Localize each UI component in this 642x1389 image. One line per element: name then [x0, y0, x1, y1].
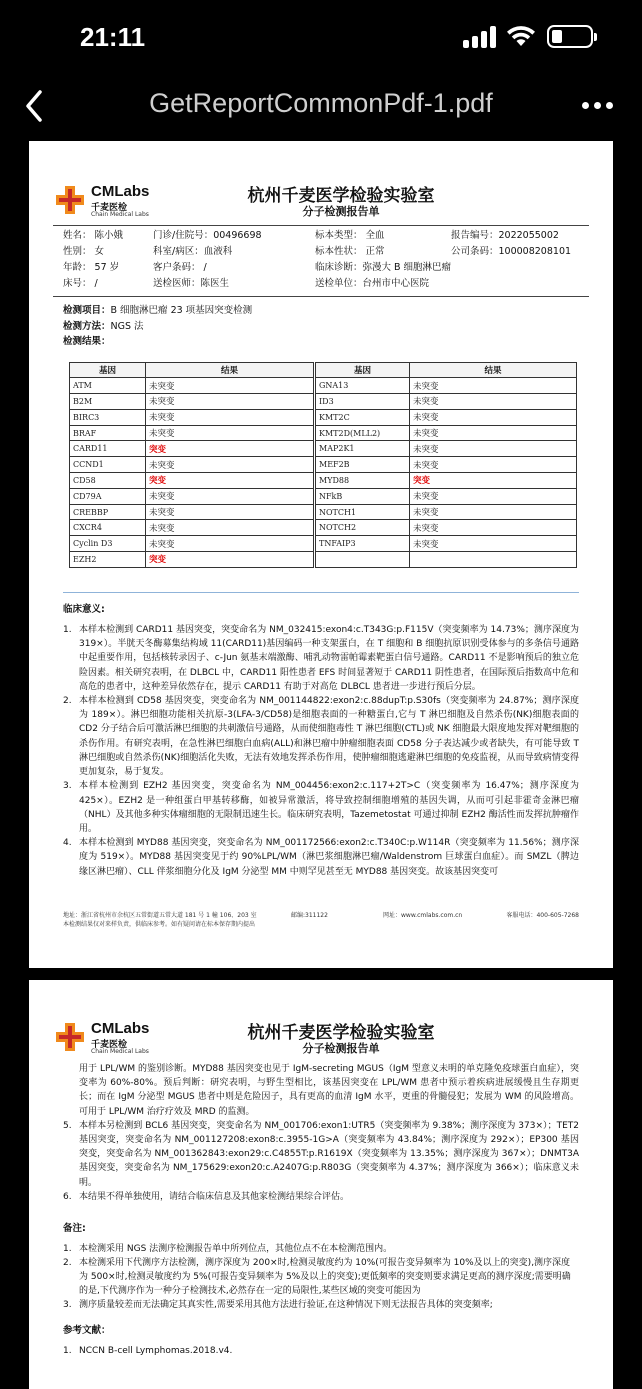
method-label: 检测方法：	[63, 320, 111, 332]
gene-name: TNFAIP3	[316, 536, 410, 552]
table-row	[70, 552, 577, 568]
gene-name: CARD11	[70, 441, 146, 457]
gene-name: CD58	[70, 473, 146, 489]
note-item-number: 1.	[63, 1244, 72, 1255]
logo-brand-2: CMLabs	[91, 1020, 150, 1037]
note-item-text: 本检测采用 NGS 法测序检测报告单中所列位点，其他位点不在本检测范围内。	[79, 1244, 393, 1255]
gene-result: 未突变	[146, 394, 314, 410]
gene-result: 未突变	[146, 504, 314, 520]
table-row	[70, 457, 577, 473]
clinical-significance	[63, 603, 579, 879]
logo-brand: CMLabs	[91, 183, 150, 200]
gene-name: CXCR4	[70, 520, 146, 536]
gene-name: ATM	[70, 378, 146, 394]
more-options-icon[interactable]	[578, 102, 618, 112]
refs-section	[63, 1324, 579, 1358]
report-title-2: 分子检测报告单	[302, 1042, 380, 1055]
gene-name: CREBBP	[70, 504, 146, 520]
lab-name-2: 杭州千麦医学检验实验室	[247, 1023, 435, 1043]
clinical-list-2	[63, 1062, 579, 1119]
note-item-number: 3.	[63, 1300, 72, 1311]
gene-name: ID3	[316, 394, 410, 410]
footer-hotline: 客服电话：400-605-7268	[506, 912, 579, 919]
ref-item-text: NCCN B-cell Lymphomas.2018.v4.	[79, 1346, 233, 1357]
gene-result: 未突变	[146, 457, 314, 473]
note-item-text: 本检测采用下代测序方法检测，测序深度为 200×时,检测灵敏度约为 10%(可报告变异频率为 10%及以上的突变),测序深度为 500×时,检测灵敏度约为 5%(可报告变异频率为 5%及以上的突变);更低频率的突变则要求满足更高的测序深度;需要明确的是,下代测序作为一种分子检测技术,必然存在一定的局限性,某些区域的突变可能因为	[79, 1258, 571, 1297]
notes-list	[63, 1242, 579, 1312]
clinical-item-text: 本样本检测到 CARD11 基因突变，突变命名为 NM_032415:exon4:c.T343G:p.F115V（突变频率为 14.73%；测序深度为 319×）。半胱天冬酶募集结构域 11(CARD11)基因编码一种支架蛋白，在 T 细胞和 B 细胞抗原识别受体参与的多条信号通路中起重要作用，包括核转录因子、c-Jun 氨基末端激酶、哺乳动物雷帕霉素靶蛋白信号通路。CARD11 不是影响预后的独立危险因素。相关研究表明，在 DLBCL 中，CARD11 阳性患者 EFS 时间显著短于 CARD11 阴性患者，在国际预后指数高中危和高危的患者中，这种差异依然存在，提示 CARD11 有助于对高危 DLBCL 患者进一步进行预后分层。	[79, 625, 579, 692]
col-gene-left: 基因	[70, 362, 146, 378]
gene-result: 未突变	[410, 409, 577, 425]
gene-name: MAP2K1	[316, 441, 410, 457]
results-label: 检测结果：	[63, 336, 111, 347]
gene-name: GNA13	[316, 378, 410, 394]
clinical-significance-cont	[63, 1062, 579, 1204]
note-item	[63, 1256, 579, 1298]
table-row	[70, 520, 577, 536]
logo-cn-2: 千麦医检	[91, 1040, 128, 1050]
gene-result: 未突变	[410, 488, 577, 504]
gene-result: 未突变	[146, 520, 314, 536]
report-no: 报告编号：2022055002	[451, 230, 559, 241]
gene-result: 未突变	[410, 394, 577, 410]
clinical-item-number: 3.	[63, 781, 72, 792]
gene-result: 未突变	[410, 425, 577, 441]
clinical-item-number: 6.	[63, 1191, 72, 1202]
test-section	[63, 303, 579, 350]
clinical-item-text: 本样本检测到 CD58 基因突变，突变命名为 NM_001144822:exon2:c.88dupT:p.S30fs（突变频率为 24.87%；测序深度为 189×）。淋巴细胞功能相关抗原-3(LFA-3/CD58)是细胞表面的一种糖蛋白,它与 T 淋巴细胞及自然杀伤(NK)细胞表面的 CD2 分子结合后可激活淋巴细胞的共刺激信号通路，从而使细胞毒性 T 淋巴细胞(CTL)或 NK 细胞最大限度地发挥对靶细胞的杀伤作用。有研究表明，在急性淋巴细胞白血病(ALL)和淋巴瘤中肿瘤细胞表面 CD58 分子表达减少或者缺失，有可能导致 T 淋巴细胞或自然杀伤(NK)细胞活化失败，无法有效地发挥杀伤作用，使肿瘤细胞逃避淋巴细胞的免疫监视，从而导致病情变得更加复杂，易于复发。	[79, 696, 579, 778]
gene-result: 未突变	[410, 536, 577, 552]
gene-name: EZH2	[70, 552, 146, 568]
clinical-heading: 临床意义:	[63, 603, 105, 615]
dept: 科室/病区：血液科	[153, 246, 233, 257]
section-divider	[63, 592, 579, 593]
report-header	[53, 179, 589, 225]
clinical-list-3	[63, 1119, 579, 1204]
gene-result: 突变	[410, 473, 577, 489]
clinical-item-text: 本样本另检测到 BCL6 基因突变，突变命名为 NM_001706:exon1:UTR5（突变频率为 9.38%；测序深度为 373×）；TET2 基因突变，突变命名为 NM_001127208:exon8:c.3955-1G>A（突变频率为 43.84%；测序深度为 292×）；EP300 基因突变，突变命名为 NM_001362843:exon29:c.C4855T:p.R1619X（突变频率为 13.35%；测序深度为 367×）；DNMT3A 基因突变，突变命名为 NM_175629:exon20:c.A2407G:p.R803G（突变频率为 4.37%；测序深度为 366×）；临床意义未明。	[79, 1120, 579, 1188]
note-item	[63, 1298, 579, 1312]
gene-result: 突变	[146, 552, 314, 568]
clinical-item	[63, 1119, 579, 1190]
gene-name: CD79A	[70, 488, 146, 504]
table-row	[70, 504, 577, 520]
gene-result: 未突变	[146, 488, 314, 504]
ref-item	[63, 1344, 579, 1358]
clinical-item-text: 本结果不得单独使用，请结合临床信息及其他家检测结果综合评估。	[79, 1191, 350, 1202]
gene-result: 未突变	[146, 536, 314, 552]
col-result-right: 结果	[410, 362, 577, 378]
page-footer	[63, 911, 579, 929]
gene-name: BRAF	[70, 425, 146, 441]
clinical-item-number: 2.	[63, 696, 72, 707]
gene-result: 突变	[146, 473, 314, 489]
refs-heading: 参考文献：	[63, 1325, 111, 1337]
gene-name	[316, 552, 410, 568]
note-item	[63, 1242, 579, 1256]
clinical-item	[63, 694, 579, 779]
test-item-label: 检测项目：	[63, 305, 111, 316]
gene-result: 未突变	[146, 425, 314, 441]
clinical-item-number: 5.	[63, 1120, 72, 1131]
note-item-text: 测序质量较差而无法确定其真实性,需要采用其他方法进行验证,在这种情况下则无法报告具体的突变频率;	[79, 1300, 493, 1311]
gender: 性别： 女	[63, 246, 105, 257]
report-header-2	[53, 1016, 589, 1062]
logo-cn: 千麦医检	[91, 203, 128, 213]
clinical-item	[63, 623, 579, 694]
notes-heading: 备注:	[63, 1223, 86, 1235]
doctor: 送检医师：陈医生	[153, 278, 230, 289]
customer-code: 客户条码： /	[153, 262, 207, 273]
sample-state: 标本性状： 正常	[315, 246, 385, 257]
lab-name: 杭州千麦医学检验实验室	[247, 186, 435, 206]
gene-name: CCND1	[70, 457, 146, 473]
cellular-signal-icon	[463, 26, 499, 48]
clinical-item-number: 4.	[63, 838, 72, 849]
gene-name: NFkB	[316, 488, 410, 504]
clinical-item-text: 本样本检测到 MYD88 基因突变，突变命名为 NM_001172566:exon2:c.T340C:p.W114R（突变频率为 11.56%；测序深度为 519×）。MYD88 基因突变见于约 90%LPL/WM（淋巴浆细胞淋巴瘤/Waldenstrom 巨球蛋白血症）。而 SMZL（脾边缘区淋巴瘤）、CLL 伴浆细胞分化及 IgM 分泌型 MM 中则罕见甚至无 MYD88 基因突变。故该基因突变可	[79, 838, 579, 877]
report-title: 分子检测报告单	[302, 205, 380, 218]
ref-item-number: 1.	[63, 1346, 72, 1357]
pdf-page-1[interactable]	[29, 141, 613, 968]
clinical-item	[63, 779, 579, 836]
table-row	[70, 378, 577, 394]
clinical-list	[63, 623, 579, 879]
sample-type: 标本类型： 全血	[315, 230, 385, 241]
table-row	[70, 536, 577, 552]
table-row	[70, 409, 577, 425]
footer-website: 网址：www.cmlabs.com.cn	[383, 912, 463, 919]
patient-name: 姓名： 陈小娥	[63, 230, 124, 241]
age: 年龄： 57 岁	[63, 262, 120, 273]
gene-name: Cyclin D3	[70, 536, 146, 552]
clinical-cont-text: 用于 LPL/WM 的鉴别诊断。MYD88 基因突变也见于 IgM-secreting MGUS（IgM 型意义未明的单克隆免疫球蛋白血症），突变率为 60%-80%。预后判断：研究表明，与野生型相比，该基因突变在 LPL/WM 患者中预示着疾病进展缓慢且生存期更长；而在 IgM 分泌型 MGUS 患者中则是危险因子，具有更高的血清 IgM 水平，更重的骨髓侵犯；发展为 WM 的风险增高。可用于 LPL/WM 治疗疗效及 MRD 的监测。	[79, 1064, 579, 1117]
footer-address: 地址：浙江省杭州市余杭区五常街道五常大道 181 号 1 幢 106、203 室	[63, 912, 257, 919]
unit: 送检单位：台州市中心医院	[315, 278, 430, 289]
footer-postcode: 邮编:311122	[291, 912, 328, 919]
gene-result: 未突变	[146, 378, 314, 394]
refs-list	[63, 1344, 579, 1358]
pdf-page-2[interactable]	[29, 980, 613, 1389]
gene-result: 突变	[146, 441, 314, 457]
gene-result: 未突变	[410, 441, 577, 457]
method: NGS 法	[110, 320, 144, 332]
gene-name: NOTCH1	[316, 504, 410, 520]
test-item: B 细胞淋巴瘤 23 项基因突变检测	[110, 305, 253, 316]
col-result-left: 结果	[146, 362, 314, 378]
gene-name: BIRC3	[70, 409, 146, 425]
bed: 床号： /	[63, 278, 98, 289]
table-row	[70, 425, 577, 441]
gene-result	[410, 552, 577, 568]
gene-result: 未突变	[146, 409, 314, 425]
clinical-item	[63, 1190, 579, 1204]
nav-bar	[0, 80, 642, 136]
footer-disclaimer: 本检测结果仅对来样负责，供临床参考。如有疑问请在标本保存期内提出	[63, 921, 256, 928]
logo-en: Chain Medical Labs	[91, 211, 149, 218]
info-divider	[53, 296, 589, 297]
table-row	[70, 394, 577, 410]
diagnosis: 临床诊断：弥漫大 B 细胞淋巴瘤	[315, 262, 452, 273]
table-row	[70, 488, 577, 504]
header-divider	[53, 225, 589, 226]
gene-result: 未突变	[410, 378, 577, 394]
clinical-item	[63, 836, 579, 879]
wifi-icon	[506, 24, 536, 48]
table-row	[70, 473, 577, 489]
col-gene-right: 基因	[316, 362, 410, 378]
clinical-item-number: 1.	[63, 625, 72, 636]
gene-result: 未突变	[410, 457, 577, 473]
gene-name: KMT2D(MLL2)	[316, 425, 410, 441]
gene-name: NOTCH2	[316, 520, 410, 536]
clinical-item-cont	[63, 1062, 579, 1119]
logo-en-2: Chain Medical Labs	[91, 1048, 149, 1055]
company-code: 公司条码：100008208101	[451, 246, 572, 257]
gene-name: KMT2C	[316, 409, 410, 425]
note-item-number: 2.	[63, 1258, 72, 1269]
gene-result: 未突变	[410, 504, 577, 520]
gene-name: MYD88	[316, 473, 410, 489]
notes-section	[63, 1222, 579, 1312]
gene-result: 未突变	[410, 520, 577, 536]
patient-info	[63, 228, 579, 296]
status-bar	[0, 0, 642, 80]
battery-icon	[547, 25, 593, 48]
table-row	[70, 441, 577, 457]
clinic-no: 门诊/住院号：00496698	[153, 230, 262, 241]
status-time: 21:11	[80, 22, 146, 52]
document-title: GetReportCommonPdf-1.pdf	[149, 88, 493, 118]
clinical-item-text: 本样本检测到 EZH2 基因突变，突变命名为 NM_004456:exon2:c.117+2T>C（突变频率为 16.47%；测序深度为 425×）。EZH2 是一种组蛋白甲基转移酶，如被异常激活，将导致控制细胞增殖的基因失调，从而可引起非霍奇金淋巴瘤（NHL）及其他多种实体瘤细胞的无限制迅速生长。临床研究表明，Tazemetostat 可通过抑制 EZH2 酶活性而发挥抗肿瘤作用。	[79, 781, 579, 834]
gene-name: B2M	[70, 394, 146, 410]
gene-results-table	[69, 362, 577, 568]
gene-name: MEF2B	[316, 457, 410, 473]
